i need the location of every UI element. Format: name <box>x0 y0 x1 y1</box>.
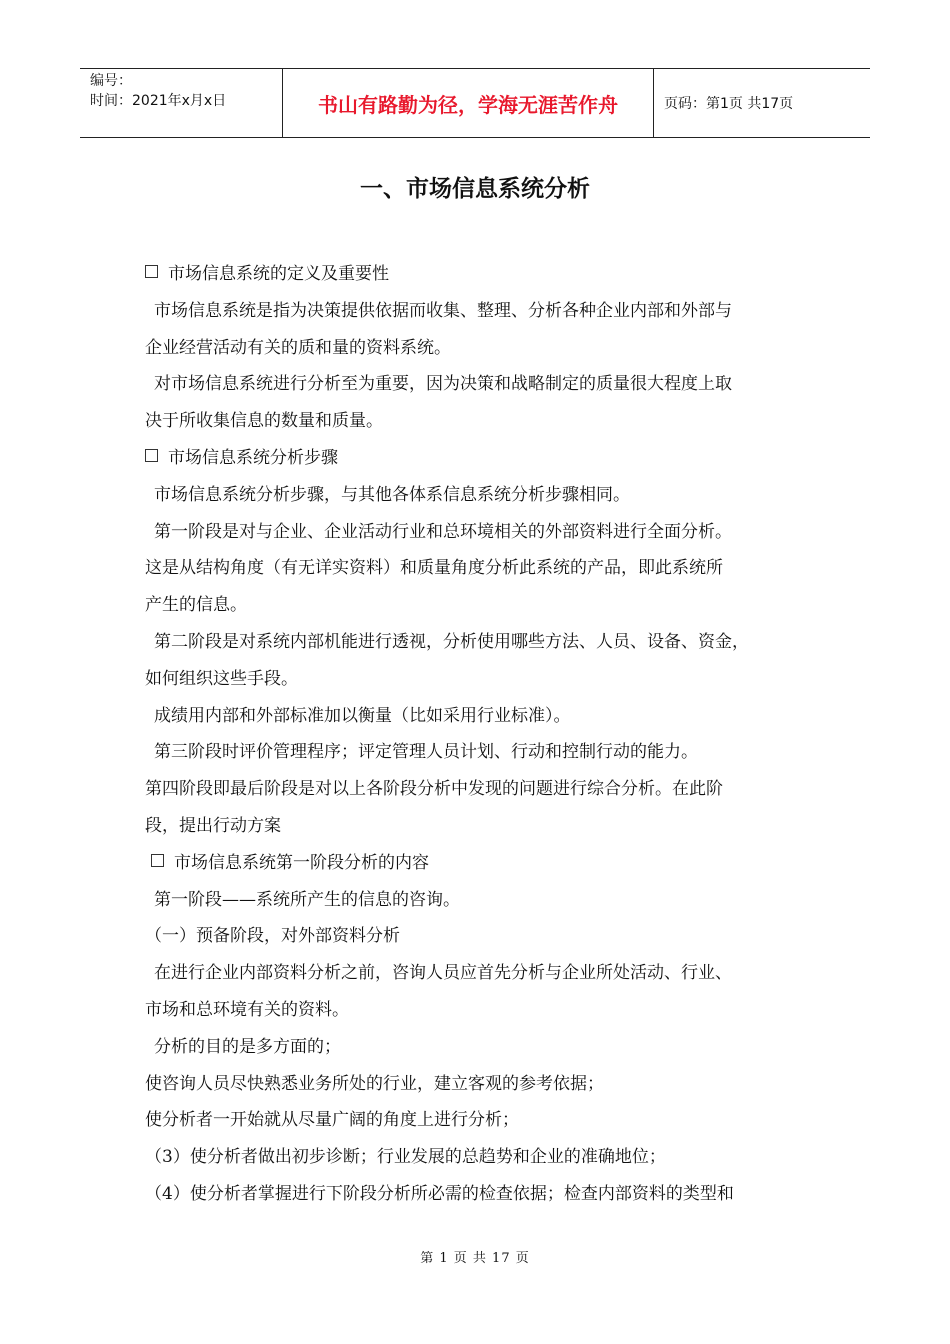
document-header <box>80 68 870 138</box>
paragraph-text: 市场信息系统的定义及重要性 <box>168 264 389 284</box>
paragraph-line <box>145 918 825 955</box>
time-label: 时间：2021年x月x日 <box>90 93 227 109</box>
paragraph-line <box>145 366 825 403</box>
checkbox-bullet-icon <box>151 854 164 867</box>
paragraph-line <box>145 734 825 771</box>
document-title: 一、市场信息系统分析 <box>360 176 590 202</box>
paragraph-text: 市场信息系统分析步骤，与其他各体系信息系统分析步骤相同。 <box>154 484 630 505</box>
paragraph-text: 第一阶段——系统所产生的信息的咨询。 <box>154 889 460 910</box>
paragraph-line <box>145 808 825 845</box>
paragraph-line <box>145 477 825 514</box>
paragraph-text: 对市场信息系统进行分析至为重要，因为决策和战略制定的质量很大程度上取 <box>154 374 732 395</box>
paragraph-line <box>145 661 825 698</box>
paragraph-line <box>145 1029 825 1066</box>
paragraph-line <box>145 1066 825 1103</box>
paragraph-text: 市场信息系统分析步骤 <box>168 447 338 468</box>
page-footer: 第 1 页 共 17 页 <box>420 1251 530 1266</box>
paragraph-line <box>145 698 825 735</box>
paragraph-line <box>145 624 825 661</box>
paragraph-text: 在进行企业内部资料分析之前，咨询人员应首先分析与企业所处活动、行业、 <box>154 963 732 984</box>
paragraph-text: 如何组织这些手段。 <box>145 668 298 689</box>
paragraph-text: 第一阶段是对与企业、企业活动行业和总环境相关的外部资料进行全面分析。 <box>154 521 732 542</box>
paragraph-line <box>145 514 825 551</box>
paragraph-line <box>145 330 825 367</box>
paragraph-text: 成绩用内部和外部标准加以衡量（比如采用行业标准）。 <box>154 705 571 726</box>
paragraph-line <box>145 882 825 919</box>
paragraph-text: 市场和总环境有关的资料。 <box>145 999 349 1020</box>
header-page-info: 页码：第1页 共17页 <box>664 96 794 112</box>
paragraph-line <box>145 293 825 330</box>
paragraph-line <box>145 992 825 1029</box>
paragraph-text: （一）预备阶段，对外部资料分析 <box>145 926 400 947</box>
section-heading <box>145 440 825 477</box>
paragraph-text: （4）使分析者掌握进行下阶段分析所必需的检查依据；检查内部资料的类型和 <box>145 1183 734 1204</box>
checkbox-bullet-icon <box>145 265 158 278</box>
paragraph-text: （3）使分析者做出初步诊断；行业发展的总趋势和企业的准确地位； <box>145 1147 666 1168</box>
section-heading <box>145 845 825 882</box>
paragraph-text: 这是从结构角度（有无详实资料）和质量角度分析此系统的产品，即此系统所 <box>145 558 723 579</box>
section-heading <box>145 256 825 293</box>
paragraph-line <box>145 771 825 808</box>
paragraph-text: 决于所收集信息的数量和质量。 <box>145 411 383 432</box>
paragraph-line <box>145 955 825 992</box>
paragraph-line <box>145 587 825 624</box>
paragraph-text: 企业经营活动有关的质和量的资料系统。 <box>145 337 451 358</box>
document-body <box>145 256 825 1213</box>
paragraph-line <box>145 550 825 587</box>
paragraph-text: 分析的目的是多方面的； <box>154 1036 341 1057</box>
paragraph-text: 第四阶段即最后阶段是对以上各阶段分析中发现的问题进行综合分析。在此阶 <box>145 779 723 800</box>
header-meta <box>80 69 282 137</box>
paragraph-text: 市场信息系统第一阶段分析的内容 <box>174 852 429 873</box>
paragraph-text: 市场信息系统是指为决策提供依据而收集、整理、分析各种企业内部和外部与 <box>154 300 732 321</box>
number-label: 编号： <box>90 73 132 89</box>
paragraph-text: 第二阶段是对系统内部机能进行透视，分析使用哪些方法、人员、设备、资金， <box>154 631 749 652</box>
paragraph-text: 使分析者一开始就从尽量广阔的角度上进行分析； <box>145 1110 519 1131</box>
paragraph-line <box>145 1102 825 1139</box>
checkbox-bullet-icon <box>145 449 158 462</box>
paragraph-text: 段，提出行动方案 <box>145 815 281 836</box>
header-motto: 书山有路勤为径，学海无涯苦作舟 <box>282 69 654 137</box>
paragraph-text: 使咨询人员尽快熟悉业务所处的行业，建立客观的参考依据； <box>145 1073 604 1094</box>
paragraph-line <box>145 1176 825 1213</box>
paragraph-line <box>145 1139 825 1176</box>
paragraph-text: 产生的信息。 <box>145 595 247 616</box>
paragraph-line <box>145 403 825 440</box>
paragraph-text: 第三阶段时评价管理程序；评定管理人员计划、行动和控制行动的能力。 <box>154 742 698 763</box>
